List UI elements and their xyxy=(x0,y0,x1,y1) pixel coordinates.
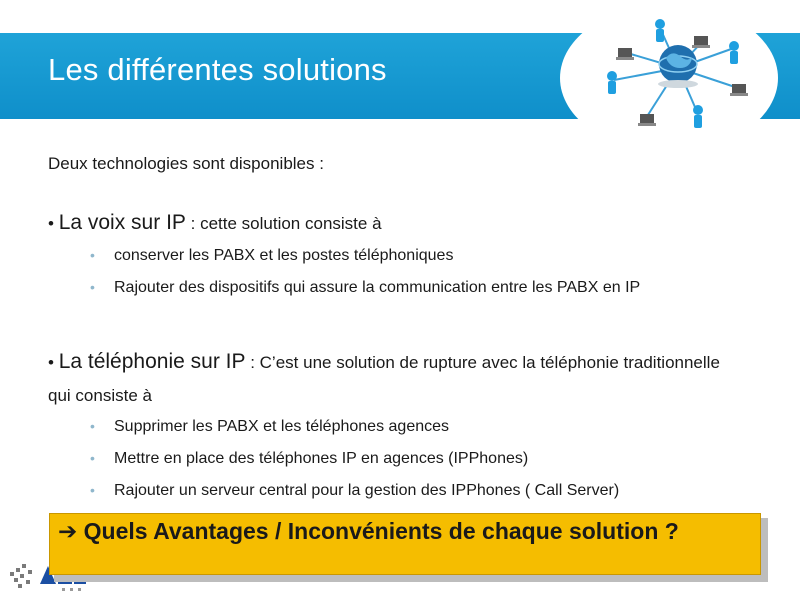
bullet-glyph: • xyxy=(48,214,54,233)
sub-bullet-glyph: • xyxy=(90,279,95,295)
sub-bullet-glyph: • xyxy=(90,418,95,434)
sub-bullet-glyph: • xyxy=(90,450,95,466)
sub-bullet xyxy=(90,247,453,265)
sub-bullet-text: Rajouter des dispositifs qui assure la communication entre les PABX en IP xyxy=(114,279,641,296)
sub-bullet-text: Mettre en place des téléphones IP en agences (IPPhones) xyxy=(114,450,529,467)
bullet-glyph: • xyxy=(48,353,54,372)
sub-bullet xyxy=(90,482,619,500)
sub-bullet-glyph: • xyxy=(90,247,95,263)
sub-bullet-text: conserver les PABX et les postes téléphoniques xyxy=(114,247,454,264)
sub-bullet xyxy=(90,418,449,436)
intro-text: Deux technologies sont disponibles : xyxy=(48,154,324,173)
bullet-voip xyxy=(48,206,382,240)
slide-title: Les différentes solutions xyxy=(48,52,387,87)
sub-bullet xyxy=(90,450,528,468)
bullet-rest: : C’est une solution de rupture avec la téléphonie traditionnelle qui consiste à xyxy=(48,353,720,405)
network-globe-icon xyxy=(588,6,768,146)
sub-bullet-text: Supprimer les PABX et les téléphones agences xyxy=(114,418,450,435)
bullet-lead: La voix sur IP xyxy=(58,211,186,234)
arrow-icon: ➔ xyxy=(58,518,78,544)
bullet-rest: : cette solution consiste à xyxy=(185,214,382,233)
callout-text: Quels Avantages / Inconvénients de chaque solution ? xyxy=(83,518,679,544)
sub-bullet-text: Rajouter un serveur central pour la gestion des IPPhones ( Call Server) xyxy=(114,482,620,499)
sub-bullet xyxy=(90,279,640,297)
bullet-lead: La téléphonie sur IP xyxy=(58,350,246,373)
sub-bullet-glyph: • xyxy=(90,482,95,498)
bullet-toip xyxy=(48,345,738,412)
callout-question xyxy=(49,513,761,575)
